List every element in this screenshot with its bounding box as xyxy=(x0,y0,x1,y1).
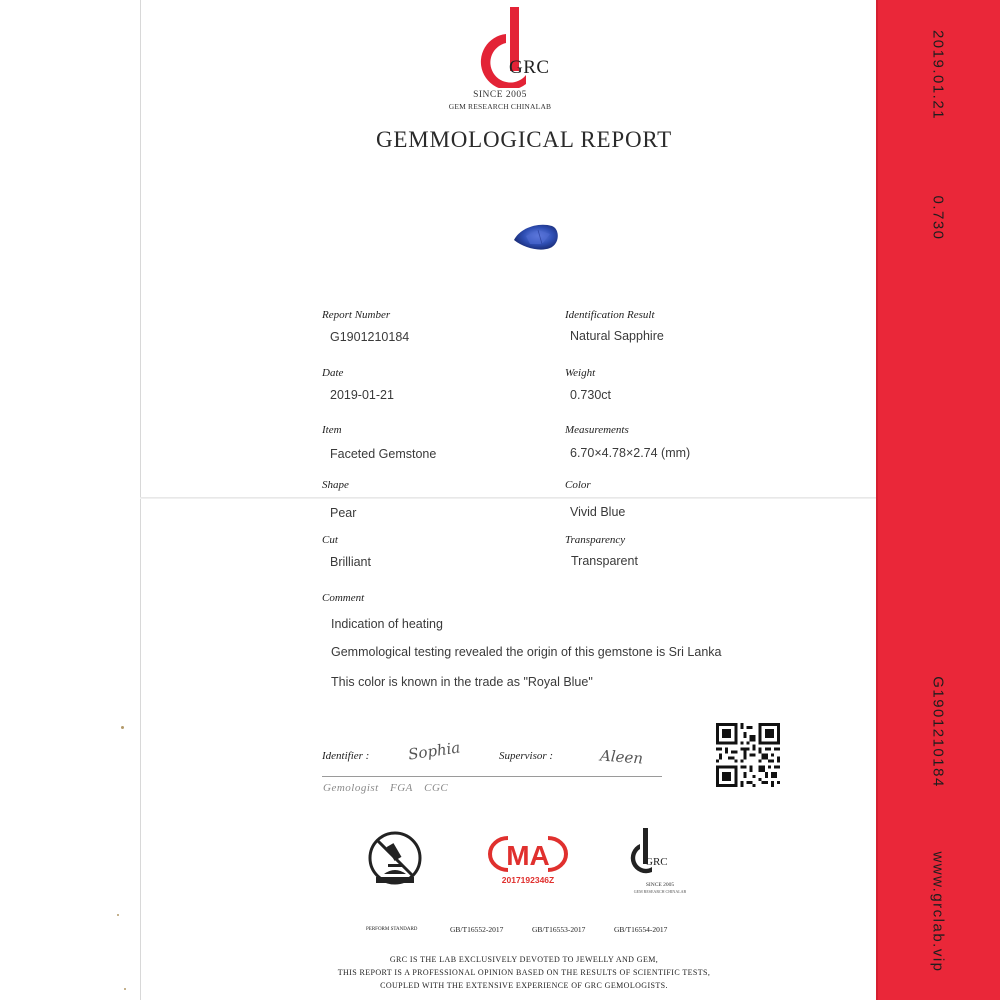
cma-number: 2017192346Z xyxy=(501,875,555,885)
transparency-value: Transparent xyxy=(571,554,638,568)
date-value: 2019-01-21 xyxy=(330,388,394,402)
sapphire-stone-icon xyxy=(512,220,560,252)
identification-result-value: Natural Sapphire xyxy=(570,329,664,343)
supervisor-signature: Aleen xyxy=(599,746,644,768)
item-value: Faceted Gemstone xyxy=(330,447,437,461)
weight-value: 0.730ct xyxy=(570,388,612,402)
measurements-value: 6.70×4.78×2.74 (mm) xyxy=(570,446,691,460)
fold-crease xyxy=(140,497,876,499)
comment-line: Indication of heating xyxy=(331,617,443,631)
credential-cgc: CGC xyxy=(424,782,449,794)
report-number-value: G1901210184 xyxy=(330,330,410,344)
shape-value: Pear xyxy=(330,506,357,520)
signature-line xyxy=(322,776,662,777)
shape-label: Shape xyxy=(322,479,349,491)
microscope-seal-icon xyxy=(364,830,426,890)
transparency-label: Transparency xyxy=(565,534,626,546)
measurements-label: Measurements xyxy=(565,424,629,436)
supervisor-label: Supervisor : xyxy=(499,750,554,762)
item-label: Item xyxy=(322,424,342,436)
footer-line: THIS REPORT IS A PROFESSIONAL OPINION BASED ON THE RESULTS OF SCIENTIFIC TESTS, xyxy=(337,968,711,977)
identifier-signature: Sophia xyxy=(407,738,462,764)
credential-fga: FGA xyxy=(389,782,413,794)
paper-speck xyxy=(124,988,126,990)
standard-item: GB/T16552-2017 xyxy=(450,925,504,934)
band-weight: 0.730 xyxy=(929,195,947,241)
date-label: Date xyxy=(322,367,344,379)
standard-item: GB/T16553-2017 xyxy=(532,925,586,934)
grc-seal-text: GRC xyxy=(645,856,668,868)
comment-line: This color is known in the trade as "Royal Blue" xyxy=(331,675,593,689)
identification-result-label: Identification Result xyxy=(565,309,655,321)
since-text: SINCE 2005 xyxy=(473,90,527,100)
standard-item: GB/T16554-2017 xyxy=(614,925,668,934)
paper-edge xyxy=(140,0,141,1000)
band-report-number: G1901210184 xyxy=(929,676,947,788)
color-label: Color xyxy=(565,479,591,491)
weight-label: Weight xyxy=(565,367,596,379)
lab-name: GEM RESEARCH CHINALAB xyxy=(448,102,552,111)
band-website: www.grclab.vip xyxy=(929,851,947,973)
grc-seal-lab: GEM RESEARCH CHINALAB xyxy=(633,889,687,894)
page-title: GEMMOLOGICAL REPORT xyxy=(376,127,672,152)
cma-seal-icon xyxy=(486,834,570,874)
perform-standard-label: PERFORM STANDARD xyxy=(366,927,418,932)
logo-grc-text: GRC xyxy=(509,57,550,78)
paper-speck xyxy=(117,914,119,916)
footer-line: GRC IS THE LAB EXCLUSIVELY DEVOTED TO JEWELLY AND GEM, xyxy=(389,955,659,964)
comment-line: Gemmological testing revealed the origin of this gemstone is Sri Lanka xyxy=(331,645,722,659)
color-value: Vivid Blue xyxy=(570,505,626,519)
identifier-label: Identifier : xyxy=(322,750,370,762)
footer-line: COUPLED WITH THE EXTENSIVE EXPERIENCE OF GRC GEMOLOGISTS. xyxy=(380,981,668,990)
cut-value: Brilliant xyxy=(330,555,371,569)
gemologist-credentials xyxy=(323,782,456,794)
band-date: 2019.01.21 xyxy=(929,29,947,121)
paper-speck xyxy=(121,726,124,729)
cut-label: Cut xyxy=(322,534,338,546)
credential-gemologist: Gemologist xyxy=(323,782,379,794)
comment-label: Comment xyxy=(322,592,365,604)
grc-seal-since: SINCE 2005 xyxy=(645,882,675,888)
red-side-band xyxy=(876,0,1000,1000)
grc-seal-icon xyxy=(624,826,664,876)
cma-letters: MA xyxy=(506,840,550,871)
qr-code-icon xyxy=(716,723,780,787)
report-number-label: Report Number xyxy=(322,309,391,321)
